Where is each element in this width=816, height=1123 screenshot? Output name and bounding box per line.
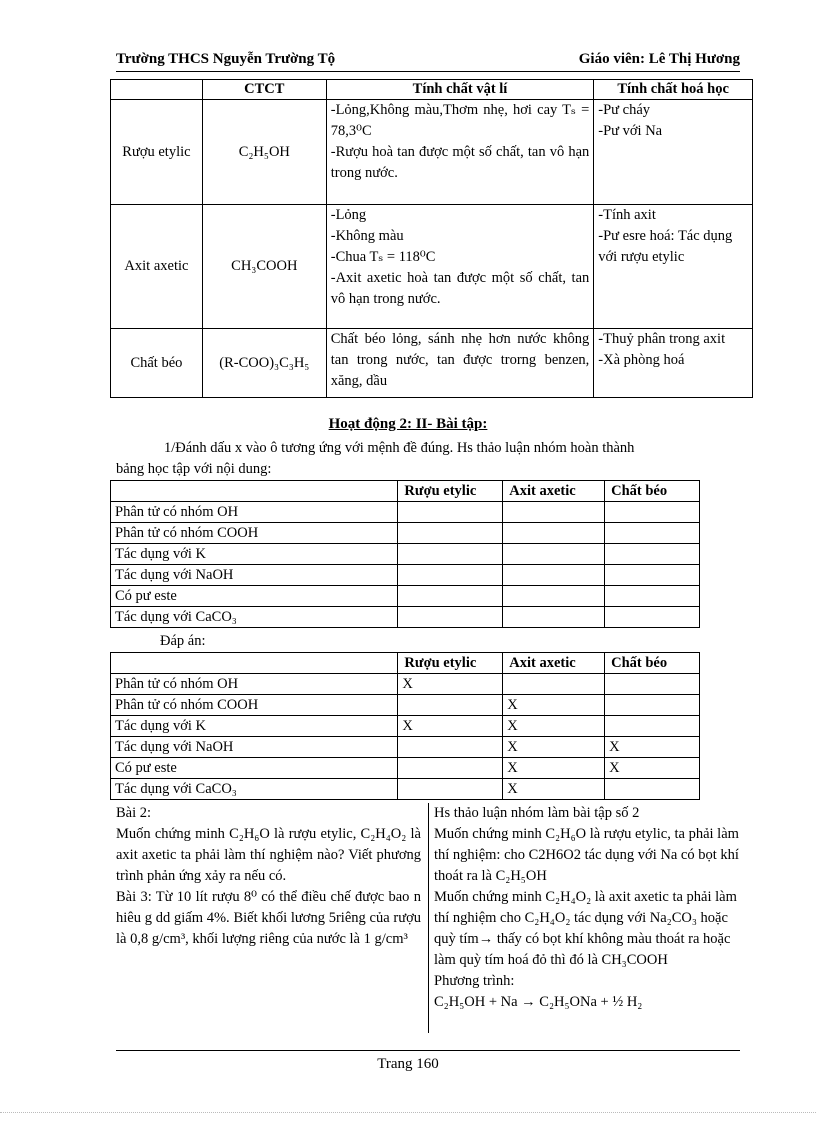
structural-formula: C₂H₅OH	[202, 100, 326, 205]
mark-cell	[503, 523, 605, 544]
table-row	[111, 565, 700, 586]
structural-formula: (R-COO)₃C₃H₅	[202, 329, 326, 398]
property-line: -Pư cháy	[598, 102, 651, 118]
paragraph: Muốn chứng minh C₂H₄O₂ là axit axetic ta phải làm thí nghiệm cho C₂H₄O₂ tác dụng với Na₂CO₃ hoặc quỳ tím→ thấy có bọt khí không màu thoát ra hoặc làm quỳ tím hoá đỏ thì đó là CH₃COOH	[434, 889, 737, 968]
exercise-block	[116, 803, 740, 1033]
table-row	[111, 737, 700, 758]
header-cell: Rượu etylic	[398, 653, 503, 674]
paragraph: Hs thảo luận nhóm làm bài tập số 2	[434, 805, 640, 821]
property-line: -Xà phòng hoá	[598, 352, 685, 368]
page-header	[116, 51, 740, 72]
criterion-cell: Tác dụng với CaCO₃	[111, 607, 398, 628]
header-cell: Rượu etylic	[398, 481, 503, 502]
header-cell: Tính chất hoá học	[594, 80, 753, 100]
mark-cell	[398, 779, 503, 800]
table-row	[111, 716, 700, 737]
paragraph: Muốn chứng minh C₂H₆O là rượu etylic, ta phải làm thí nghiệm: cho C2H6O2 tác dụng với Na có bọt khí thoát ra là C₂H₅OH	[434, 826, 739, 884]
footer-divider	[116, 1050, 740, 1051]
section-title: Hoạt động 2: II- Bài tập:	[328, 416, 488, 432]
mark-cell	[398, 695, 503, 716]
table-row	[111, 329, 753, 398]
table-row	[111, 607, 700, 628]
table-row	[111, 544, 700, 565]
intro-line: 1/Đánh dấu x vào ô tương ứng với mệnh đề đúng. Hs thảo luận nhóm hoàn thành	[164, 440, 635, 456]
student-activity	[434, 803, 740, 1013]
paragraph: Muốn chứng minh C₂H₆O là rượu etylic, C₂H₄O₂ là axit axetic ta phải làm thí nghiệm nào? Viết phương trình phản ứng xảy ra nếu có.	[116, 826, 421, 884]
table-row	[111, 100, 753, 205]
mark-cell: X	[398, 716, 503, 737]
table-row	[111, 695, 700, 716]
mark-cell	[398, 523, 503, 544]
header-cell	[111, 80, 203, 100]
criterion-cell: Tác dụng với K	[111, 716, 398, 737]
mark-cell	[398, 607, 503, 628]
mark-cell	[503, 565, 605, 586]
table-row	[111, 205, 753, 329]
physical-properties	[326, 329, 594, 398]
property-line: -Chua Tₛ = 118⁰C	[330, 249, 436, 265]
criterion-cell: Phân tử có nhóm COOH	[111, 523, 398, 544]
table-row	[111, 502, 700, 523]
mark-cell	[605, 779, 700, 800]
properties-table	[110, 79, 753, 398]
mark-cell	[503, 544, 605, 565]
criterion-cell: Phân tử có nhóm OH	[111, 502, 398, 523]
mark-cell: X	[398, 674, 503, 695]
header-cell: CTCT	[202, 80, 326, 100]
property-line: -Pư esre hoá: Tác dụng với rượu etylic	[598, 228, 733, 265]
mark-cell	[605, 523, 700, 544]
mark-cell	[605, 502, 700, 523]
property-line: -Thuỷ phân trong axit	[598, 331, 726, 347]
property-line: -Pư với Na	[598, 123, 663, 139]
mark-cell	[398, 737, 503, 758]
property-line: -Rượu hoà tan được một số chất, tan vô hạn trong nước.	[330, 144, 590, 181]
page-edge-rule	[0, 1112, 816, 1113]
column-divider	[428, 803, 429, 1033]
mark-cell	[503, 674, 605, 695]
paragraph: Bài 3: Từ 10 lít rượu 8⁰ có thể điều chế được bao n hiêu g dd giấm 4%. Biết khối lương 5riêng của rượu là 0,8 g/cm³, khối lượng riêng của nước là 1 g/cm³	[116, 889, 421, 947]
criterion-cell: Có pư este	[111, 758, 398, 779]
mark-cell	[605, 544, 700, 565]
chemical-properties	[594, 205, 753, 329]
teacher-name: Giáo viên: Lê Thị Hương	[578, 51, 740, 67]
exercise-intro	[116, 438, 740, 480]
table-header-row	[111, 80, 753, 100]
criterion-cell: Tác dụng với NaOH	[111, 737, 398, 758]
mark-cell	[605, 607, 700, 628]
mark-cell	[605, 565, 700, 586]
substance-name: Rượu etylic	[111, 100, 203, 205]
property-line: -Lỏng,Không màu,Thơm nhẹ, hơi cay Tₛ = 78,3⁰C	[330, 102, 590, 139]
criterion-cell: Phân tử có nhóm COOH	[111, 695, 398, 716]
mark-cell	[503, 607, 605, 628]
mark-cell: X	[503, 737, 605, 758]
intro-line: bảng học tập với nội dung:	[116, 461, 272, 477]
criterion-cell: Tác dụng với K	[111, 544, 398, 565]
table-row	[111, 674, 700, 695]
paragraph: Phương trình:	[434, 973, 515, 989]
property-line: Chất béo lỏng, sánh nhẹ hơn nước không tan trong nước, tan được trorng benzen, xăng, dầu	[330, 331, 590, 389]
header-cell: Axit axetic	[503, 653, 605, 674]
table-header-row	[111, 481, 700, 502]
criterion-cell: Tác dụng với NaOH	[111, 565, 398, 586]
header-cell: Axit axetic	[503, 481, 605, 502]
mark-cell	[398, 502, 503, 523]
header-cell	[111, 481, 398, 502]
mark-cell	[605, 674, 700, 695]
mark-cell	[503, 586, 605, 607]
mark-cell	[503, 502, 605, 523]
table-header-row	[111, 653, 700, 674]
header-cell: Tính chất vật lí	[326, 80, 594, 100]
header-cell: Chất béo	[605, 653, 700, 674]
table-row	[111, 779, 700, 800]
paragraph: Bài 2:	[116, 805, 152, 821]
table-body	[111, 653, 700, 800]
property-line: -Lỏng	[330, 207, 367, 223]
exercise-questions	[116, 803, 421, 950]
structural-formula: CH₃COOH	[202, 205, 326, 329]
mark-cell	[398, 758, 503, 779]
table-row	[111, 758, 700, 779]
property-line: -Tính axit	[598, 207, 656, 223]
header-cell	[111, 653, 398, 674]
physical-properties	[326, 100, 594, 205]
mark-cell	[605, 716, 700, 737]
criterion-cell: Tác dụng với CaCO₃	[111, 779, 398, 800]
property-line: -Axit axetic hoà tan được một số chất, tan vô hạn trong nước.	[330, 270, 590, 307]
mark-cell: X	[605, 737, 700, 758]
mark-cell	[398, 586, 503, 607]
school-name: Trường THCS Nguyễn Trường Tộ	[116, 51, 336, 67]
mark-cell: X	[503, 779, 605, 800]
header-cell: Chất béo	[605, 481, 700, 502]
page-number: Trang 160	[377, 1056, 439, 1072]
property-line: -Không màu	[330, 228, 404, 244]
physical-properties	[326, 205, 594, 329]
answer-table	[110, 652, 700, 800]
substance-name: Axit axetic	[111, 205, 203, 329]
mark-cell: X	[503, 716, 605, 737]
criterion-cell: Có pư este	[111, 586, 398, 607]
table-row	[111, 523, 700, 544]
table-body	[111, 481, 700, 628]
mark-cell: X	[605, 758, 700, 779]
worksheet-table	[110, 480, 700, 628]
mark-cell	[398, 544, 503, 565]
mark-cell	[605, 586, 700, 607]
paragraph: C₂H₅OH + Na → C₂H₅ONa + ½ H₂	[434, 994, 643, 1010]
mark-cell	[605, 695, 700, 716]
chemical-properties	[594, 100, 753, 205]
chemical-properties	[594, 329, 753, 398]
mark-cell	[398, 565, 503, 586]
answer-label: Đáp án:	[160, 633, 206, 649]
table-row	[111, 586, 700, 607]
criterion-cell: Phân tử có nhóm OH	[111, 674, 398, 695]
mark-cell: X	[503, 695, 605, 716]
mark-cell: X	[503, 758, 605, 779]
substance-name: Chất béo	[111, 329, 203, 398]
